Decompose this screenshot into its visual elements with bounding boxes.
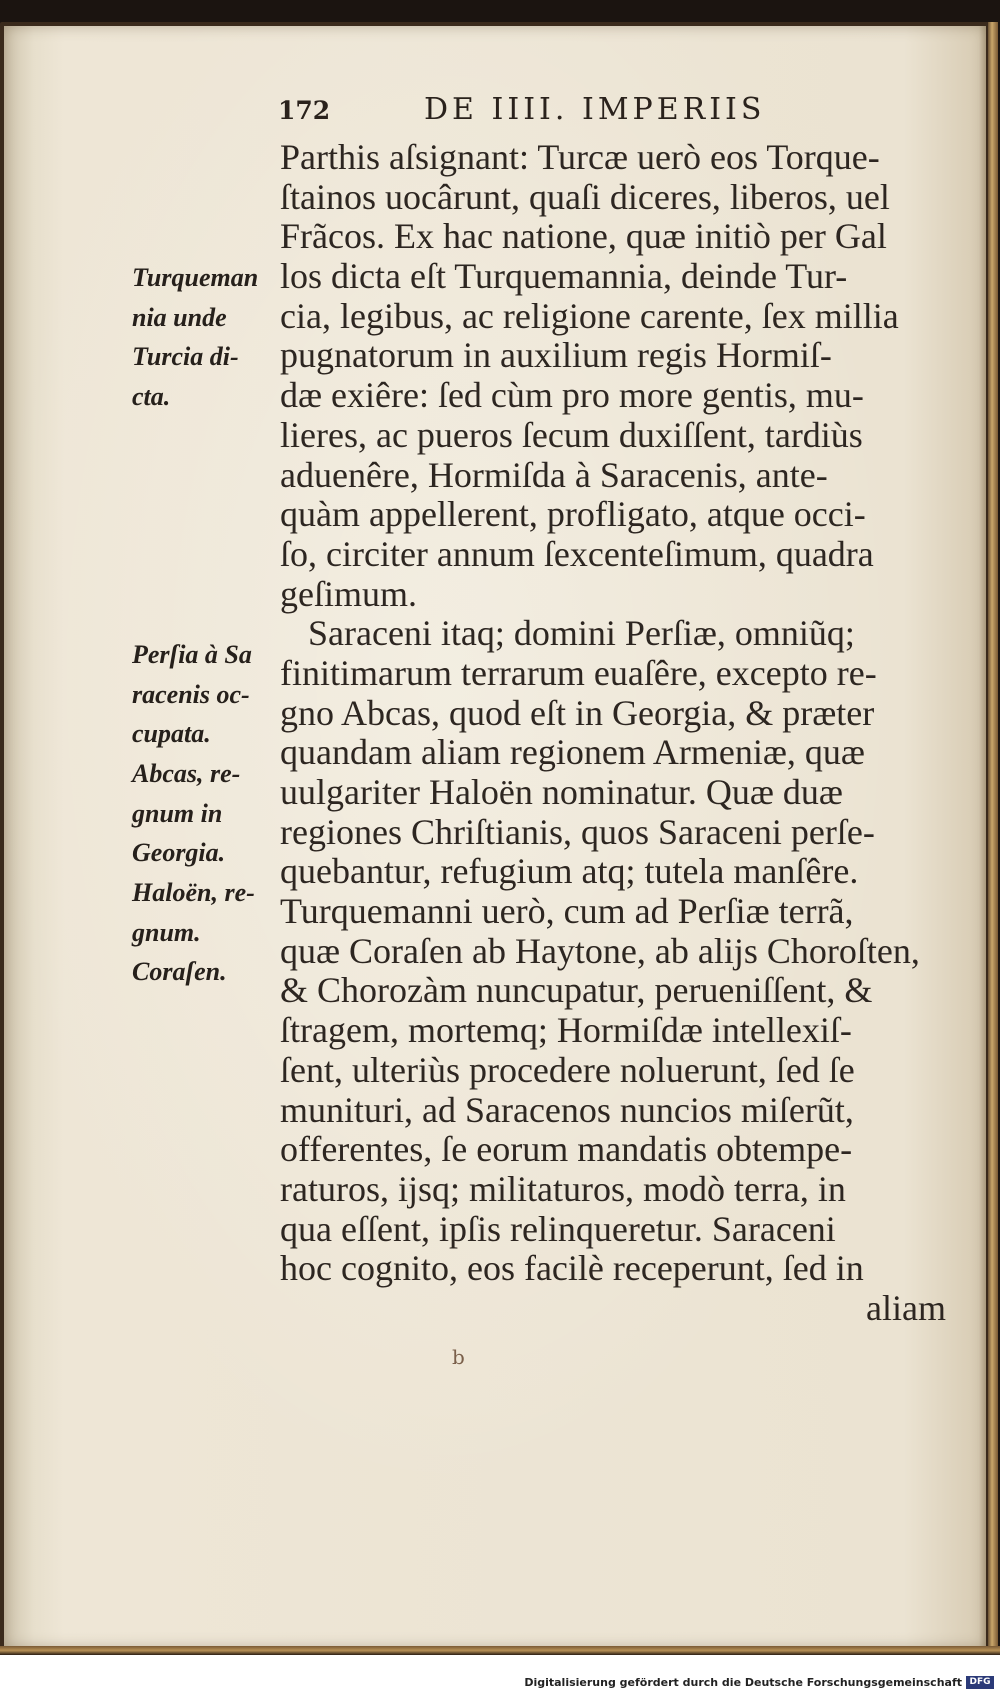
text-line: ſent, ulteriùs procedere noluerunt, ſed ſe: [280, 1049, 855, 1090]
text-line: Frãcos. Ex hac natione, quæ initiò per Gal: [280, 216, 887, 257]
text-line: dæ exiêre: ſed cùm pro more gentis, mu-: [280, 375, 864, 416]
margin-note-line: cta.: [132, 382, 171, 412]
margin-note-line: Turqueman: [132, 263, 259, 292]
text-line: finitimarum terrarum euaſêre, excepto re-: [280, 652, 877, 693]
text-line: raturos, ijsq; militaturos, modò terra, in: [280, 1168, 846, 1209]
page-edge-bottom: [0, 1646, 1000, 1655]
text-line: lieres, ac pueros ſecum duxiſſent, tardiùs: [280, 414, 863, 455]
dfg-logo-icon: DFG: [966, 1676, 994, 1689]
digitization-footer: [0, 1676, 1000, 1693]
text-line: & Chorozàm nuncupatur, perueniſſent, &: [280, 970, 873, 1011]
page-header: [276, 92, 836, 132]
text-line: qua eſſent, ipſis relinqueretur. Saraceni: [280, 1208, 836, 1249]
text-line: quæ Coraſen ab Haytone, ab alijs Choroſten,: [280, 930, 920, 971]
margin-note-line: nia unde: [132, 302, 227, 332]
text-line: quàm appellerent, profligato, atque occi-: [280, 494, 866, 535]
text-line: regiones Chriſtianis, quos Saraceni perſe-: [280, 811, 875, 852]
catchword: aliam: [866, 1287, 946, 1328]
margin-note-persia: [132, 635, 282, 754]
text-line: ſo, circiter annum ſexcenteſimum, quadra: [280, 533, 874, 574]
text-line: Turquemanni uerò, cum ad Perſiæ terrã,: [280, 891, 854, 932]
margin-note-turquemannia: [132, 258, 282, 417]
signature-mark: b: [452, 1345, 465, 1369]
text-line: pugnatorum in auxilium regis Hormiſ-: [280, 335, 832, 376]
margin-note-line: Coraſen.: [132, 957, 227, 986]
text-line: munituri, ad Saracenos nuncios miſerũt,: [280, 1089, 854, 1130]
margin-note-line: Haloën, re-: [132, 878, 255, 907]
margin-note-haloen: [132, 873, 282, 952]
body-text: [280, 138, 946, 1329]
page-number: 172: [278, 96, 331, 125]
text-line: ſtainos uocârunt, quaſi diceres, liberos, uel: [280, 176, 890, 217]
page-edge-right: [988, 22, 998, 1652]
running-head: DE IIII. IMPERIIS: [424, 92, 766, 127]
margin-note-abcas: [132, 754, 282, 873]
paragraph-start-line: Saraceni itaq; domini Perſiæ, omniũq;: [308, 613, 855, 654]
text-line: ſtragem, mortemq; Hormiſdæ intellexiſ-: [280, 1010, 852, 1051]
footer-credit: Digitalisierung gefördert durch die Deutsche Forschungsgemeinschaft: [524, 1676, 962, 1689]
margin-note-line: cupata.: [132, 719, 211, 749]
margin-note-line: racenis oc-: [132, 679, 250, 709]
margin-note-line: Georgia.: [132, 838, 226, 868]
margin-note-line: gnum in: [132, 798, 223, 828]
margin-note-line: Abcas, re-: [132, 759, 241, 788]
text-line: los dicta eſt Turquemannia, deinde Tur-: [280, 256, 848, 297]
text-line: cia, legibus, ac religione carente, ſex millia: [280, 295, 899, 336]
text-line: Parthis aſsignant: Turcæ uerò eos Torque-: [280, 137, 880, 177]
text-line: offerentes, ſe eorum mandatis obtempe-: [280, 1129, 853, 1170]
text-line: quandam aliam regionem Armeniæ, quæ: [280, 732, 865, 773]
margin-note-line: gnum.: [132, 917, 201, 947]
text-line: quebantur, refugium atq; tutela manſêre.: [280, 851, 859, 892]
text-line: aduenêre, Hormiſda à Saracenis, ante-: [280, 454, 828, 495]
text-line: gno Abcas, quod eſt in Georgia, & præter: [280, 692, 875, 733]
text-line: geſimum.: [280, 573, 417, 614]
text-line: hoc cognito, eos facilè receperunt, ſed in: [280, 1248, 864, 1289]
text-line: uulgariter Haloën nominatur. Quæ duæ: [280, 772, 843, 812]
margin-note-corasen: [132, 952, 282, 992]
margin-note-line: Perſia à Sa: [132, 640, 252, 669]
margin-note-line: Turcia di-: [132, 342, 239, 372]
